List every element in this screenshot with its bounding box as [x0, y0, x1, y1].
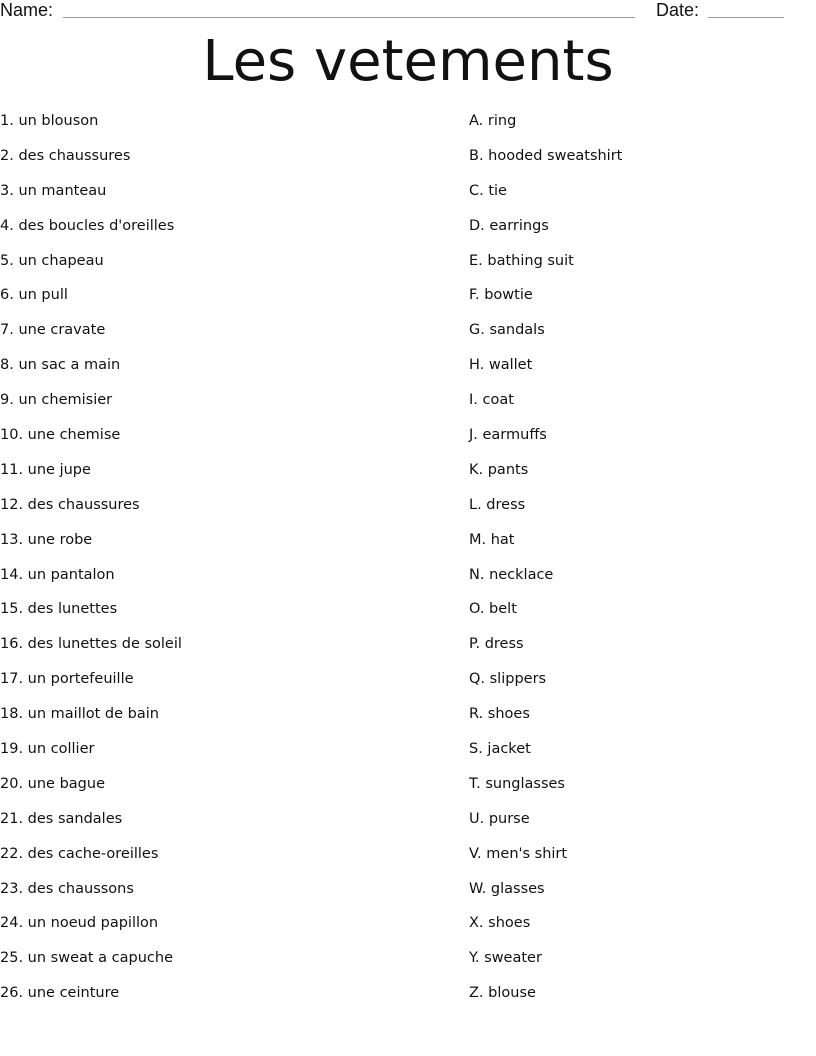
term-item: 25. un sweat a capuche — [0, 950, 174, 967]
definition-item: U. purse — [469, 810, 530, 827]
term-item: 14. un pantalon — [0, 566, 115, 583]
term-item: 3. un manteau — [0, 182, 107, 199]
definition-item: E. bathing suit — [469, 252, 574, 269]
term-item: 11. une jupe — [0, 461, 91, 478]
definition-item: Q. slippers — [469, 671, 547, 688]
term-item: 21. des sandales — [0, 810, 123, 827]
term-item: 13. une robe — [0, 531, 93, 548]
definition-item: C. tie — [469, 182, 507, 199]
definitions-list — [469, 111, 809, 1018]
term-item: 20. une bague — [0, 775, 105, 792]
terms-list — [0, 111, 440, 1018]
name-label: Name: — [0, 0, 54, 20]
term-item: 10. une chemise — [0, 427, 121, 444]
definition-item: B. hooded sweatshirt — [469, 147, 623, 164]
definition-item: J. earmuffs — [469, 427, 547, 444]
definition-item: D. earrings — [469, 217, 549, 234]
definition-item: K. pants — [469, 461, 529, 478]
definition-item: F. bowtie — [469, 287, 533, 304]
definition-item: A. ring — [469, 113, 517, 129]
term-item: 5. un chapeau — [0, 252, 104, 269]
term-item: 19. un collier — [0, 741, 95, 758]
definition-item: G. sandals — [469, 322, 545, 339]
date-blank-line — [708, 17, 784, 18]
definition-item: L. dress — [469, 496, 526, 513]
term-item: 18. un maillot de bain — [0, 706, 159, 723]
term-item: 12. des chaussures — [0, 496, 140, 513]
term-item: 7. une cravate — [0, 322, 106, 339]
definition-item: V. men's shirt — [469, 845, 568, 862]
definition-item: S. jacket — [469, 741, 531, 758]
term-item: 16. des lunettes de soleil — [0, 636, 182, 653]
definition-item: Y. sweater — [469, 950, 542, 967]
page-title: Les vetements — [202, 29, 614, 94]
term-item: 23. des chaussons — [0, 880, 134, 897]
definition-item: N. necklace — [469, 566, 554, 583]
worksheet-header — [0, 0, 816, 22]
definition-item: H. wallet — [469, 357, 533, 374]
definition-item: R. shoes — [469, 706, 530, 723]
term-item: 2. des chaussures — [0, 147, 131, 164]
term-item: 6. un pull — [0, 287, 68, 304]
definition-item: P. dress — [469, 636, 524, 653]
definition-item: X. shoes — [469, 915, 531, 932]
name-blank-line — [63, 17, 635, 18]
term-item: 22. des cache-oreilles — [0, 845, 159, 862]
definition-item: M. hat — [469, 531, 515, 548]
term-item: 26. une ceinture — [0, 985, 120, 1002]
term-item: 15. des lunettes — [0, 601, 118, 618]
term-item: 1. un blouson — [0, 113, 99, 129]
term-item: 17. un portefeuille — [0, 671, 134, 688]
term-item: 24. un noeud papillon — [0, 915, 159, 932]
term-item: 8. un sac a main — [0, 357, 121, 374]
definition-item: O. belt — [469, 601, 517, 618]
definition-item: W. glasses — [469, 880, 545, 897]
term-item: 9. un chemisier — [0, 392, 113, 409]
definition-item: Z. blouse — [469, 985, 536, 1002]
definition-item: I. coat — [469, 392, 514, 409]
term-item: 4. des boucles d'oreilles — [0, 217, 175, 234]
definition-item: T. sunglasses — [469, 775, 565, 792]
date-label: Date: — [656, 0, 700, 20]
